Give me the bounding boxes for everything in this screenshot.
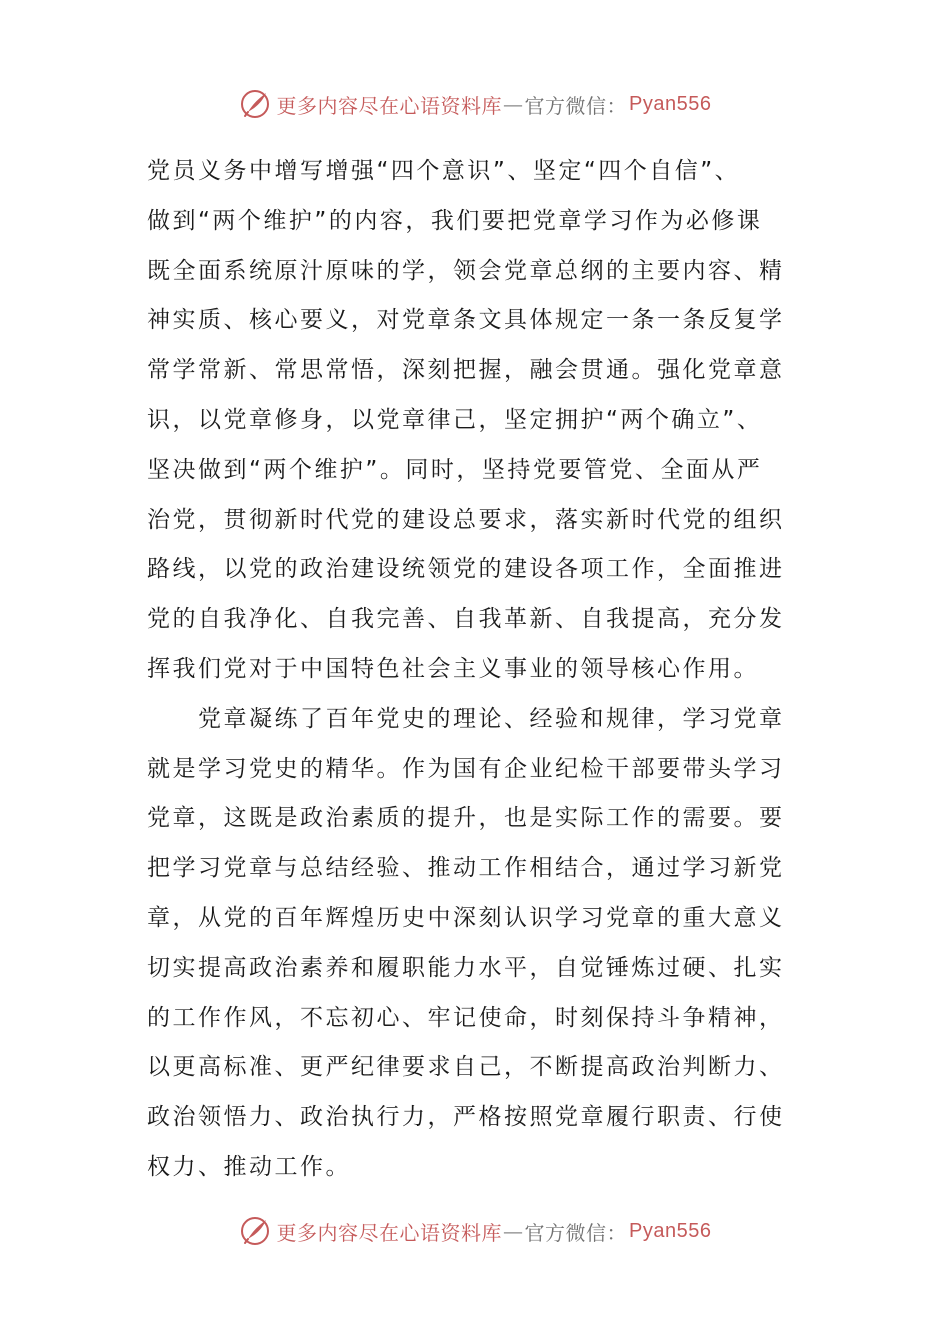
text-line: 就是学习党史的精华。作为国有企业纪检干部要带头学习 [147,755,785,782]
text-line: 常学常新、常思常悟，深刻把握，融会贯通。强化党章意 [147,357,785,384]
banner-text: 更多内容尽在心语资料库 [276,1220,503,1245]
banner-text: 更多内容尽在心语资料库 [276,93,503,118]
text-line: 坚决做到“两个维护”。同时，坚持党要管党、全面从严 [147,456,763,483]
text-line: 做到“两个维护”的内容，我们要把党章学习作为必修课 [147,207,763,234]
banner-dash: — [503,1219,524,1243]
text-line: 章，从党的百年辉煌历史中深刻认识学习党章的重大意义 [147,904,785,931]
wechat-label: 官方微信： [524,1220,628,1245]
text-line: 治党，贯彻新时代党的建设总要求，落实新时代党的组织 [147,506,785,533]
text-line: 党章凝练了百年党史的理论、经验和规律，学习党章 [147,705,785,732]
text-line: 路线，以党的政治建设统领党的建设各项工作，全面推进 [147,556,785,583]
quill-pen-icon [239,1215,271,1247]
text-line: 神实质、核心要义，对党章条文具体规定一条一条反复学 [147,307,785,334]
text-line: 以更高标准、更严纪律要求自己，不断提高政治判断力、 [147,1054,785,1081]
banner-dash: — [503,92,524,116]
text-line: 识，以党章修身，以党章律己，坚定拥护“两个确立”、 [147,406,763,433]
wechat-label: 官方微信： [524,93,628,118]
text-line: 党章，这既是政治素质的提升，也是实际工作的需要。要 [147,805,785,832]
header-banner[interactable] [0,84,950,124]
text-line: 挥我们党对于中国特色社会主义事业的领导核心作用。 [147,655,759,682]
body-text [147,147,807,1193]
wechat-id: Pyan556 [629,92,712,115]
text-line: 把学习党章与总结经验、推动工作相结合，通过学习新党 [147,855,785,882]
text-line: 的工作作风，不忘初心、牢记使命，时刻保持斗争精神， [147,1004,785,1031]
footer-banner[interactable] [0,1211,950,1251]
text-line: 党的自我净化、自我完善、自我革新、自我提高，充分发 [147,606,785,633]
text-line: 政治领悟力、政治执行力，严格按照党章履行职责、行使 [147,1104,785,1131]
text-line: 切实提高政治素养和履职能力水平，自觉锤炼过硬、扎实 [147,954,785,981]
text-line: 既全面系统原汁原味的学，领会党章总纲的主要内容、精 [147,257,785,284]
text-line: 权力、推动工作。 [147,1153,351,1180]
text-line: 党员义务中增写增强“四个意识”、坚定“四个自信”、 [147,158,741,184]
quill-pen-icon [239,88,271,120]
wechat-id: Pyan556 [629,1219,712,1242]
